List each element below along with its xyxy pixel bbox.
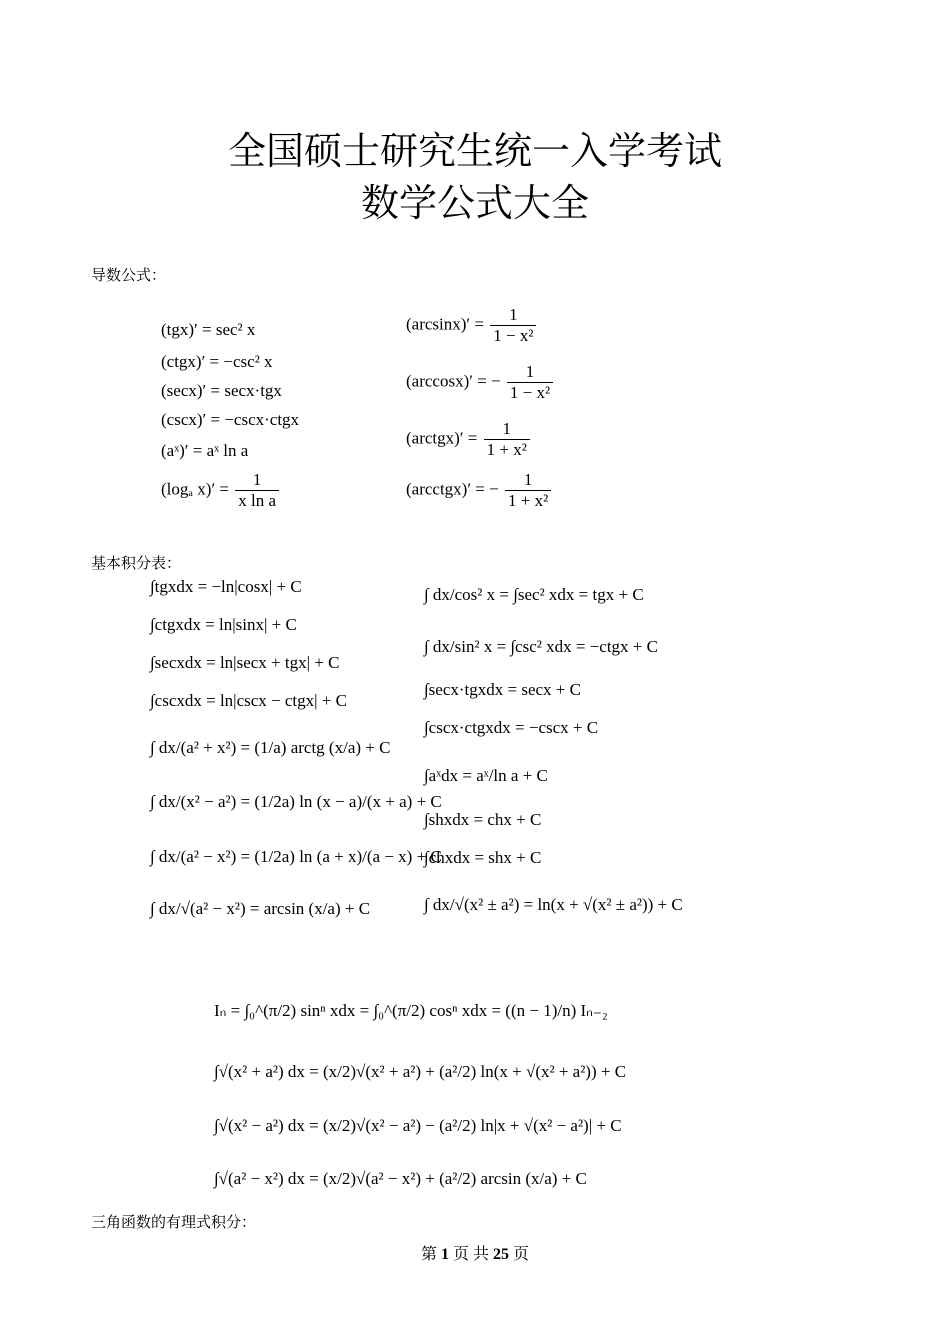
page-total: 25 [493,1246,509,1263]
deriv-tg: (tgx)′ = sec² x [161,320,256,339]
page-title-line2: 数学公式大全 [360,181,589,225]
integral-sqrt-x2-minus-a2: ∫√(x² − a²) dx = (x/2)√(x² − a²) − (a²/2) ln|x + √(x² − a²)| + C [214,1116,622,1135]
deriv-exp: (aˣ)′ = aˣ ln a [161,441,249,460]
integral-ch: ∫chxdx = shx + C [424,848,542,867]
deriv-log: (logₐ x)′ = $\frac{1}{\text{x ln a}}$ [161,470,281,511]
page-number: 1 [440,1246,449,1263]
page-footer: 第 1 页 共 25 页 [420,1246,530,1263]
integral-sqrt-a2-minus-x2: ∫√(a² − x²) dx = (x/2)√(a² − x²) + (a²/2) arcsin (x/a) + C [214,1169,587,1188]
integral-ln-sqrt: ∫ dx/√(x² ± a²) = ln(x + √(x² ± a²)) + C [424,895,683,914]
integral-sec2: ∫ dx/cos² x = ∫sec² xdx = tgx + C [424,585,644,604]
section-derivatives: 导数公式： [91,266,167,284]
deriv-ctg: (ctgx)′ = −csc² x [161,352,273,371]
integral-sec-tg: ∫secx·tgxdx = secx + C [424,680,581,699]
integral-csc-ctg: ∫cscx·ctgxdx = −cscx + C [424,718,599,737]
integral-ctg: ∫ctgxdx = ln|sinx| + C [150,615,297,634]
deriv-sec: (secx)′ = secx·tgx [161,381,282,400]
integral-csc2: ∫ dx/sin² x = ∫csc² xdx = −ctgx + C [424,637,658,656]
integral-tg: ∫tgxdx = −ln|cosx| + C [150,577,302,596]
deriv-csc: (cscx)′ = −cscx·ctgx [161,410,300,429]
deriv-arcsin: (arcsinx)′ = $\frac{1}{\text{1 − x²}}$ [406,305,538,346]
deriv-arctg: (arctgx)′ = $\frac{1}{\text{1 + x²}}$ [406,419,532,460]
deriv-arccos: (arccosx)′ = − $\frac{1}{\text{1 − x²}}$ [406,362,555,403]
integral-arcsin: ∫ dx/√(a² − x²) = arcsin (x/a) + C [150,899,371,918]
integral-sqrt-x2-plus-a2: ∫√(x² + a²) dx = (x/2)√(x² + a²) + (a²/2) ln(x + √(x² + a²)) + C [214,1062,627,1081]
section-trig-rational: 三角函数的有理式积分： [91,1213,257,1231]
integral-ln-x-minus-a: ∫ dx/(x² − a²) = (1/2a) ln (x − a)/(x + a) + C [150,792,442,811]
integral-ln-a-plus-x: ∫ dx/(a² − x²) = (1/2a) ln (a + x)/(a − x) + C [150,847,442,866]
integral-sh: ∫shxdx = chx + C [424,810,542,829]
page-title-line1: 全国硕士研究生统一入学考试 [227,129,722,173]
integral-sec: ∫secxdx = ln|secx + tgx| + C [150,653,340,672]
integral-exp: ∫aˣdx = aˣ/ln a + C [424,766,548,785]
integral-wallis: Iₙ = ∫₀^(π/2) sinⁿ xdx = ∫₀^(π/2) cosⁿ xdx = ((n − 1)/n) Iₙ₋₂ [214,1001,608,1020]
integral-csc: ∫cscxdx = ln|cscx − ctgx| + C [150,691,347,710]
section-integrals: 基本积分表： [91,554,182,572]
deriv-arcctg: (arcctgx)′ = − $\frac{1}{\text{1 + x²}}$ [406,470,553,511]
integral-arctg: ∫ dx/(a² + x²) = (1/a) arctg (x/a) + C [150,738,391,757]
